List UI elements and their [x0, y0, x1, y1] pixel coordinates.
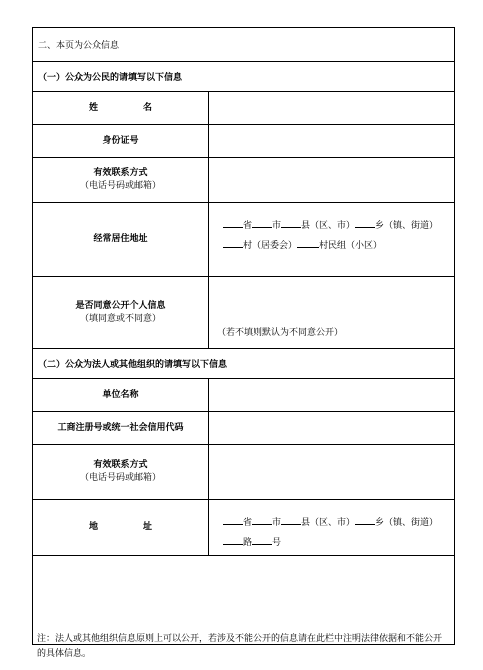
citizen-consent-row	[33, 277, 454, 349]
address-line-2: 村（居委会） 村民组（小区）	[223, 238, 382, 251]
contact-field[interactable]	[209, 158, 454, 202]
contact-label: 有效联系方式	[93, 168, 148, 178]
note-text: 注：法人或其他组织信息原则上可以公开，若涉及不能公开的信息请在此栏中注明法律依据和不能公开的具体信息。	[37, 634, 443, 659]
address-field[interactable]	[209, 203, 454, 276]
citizen-id-row	[33, 125, 454, 158]
address-label: 经常居住地址	[93, 234, 148, 244]
contact-sublabel: （电话号码或邮箱）	[79, 181, 161, 191]
org-contact-row	[33, 445, 454, 500]
reg-label: 工商注册号或统一社会信用代码	[57, 422, 184, 433]
consent-default-text: （若不填则默认为不同意公开）	[217, 328, 344, 338]
name-field[interactable]	[209, 92, 454, 124]
consent-field[interactable]	[209, 277, 454, 348]
org-address-line-2: 路 号	[223, 535, 281, 548]
org-address-field[interactable]	[209, 500, 454, 555]
section-header: 二、本页为公众信息	[38, 41, 120, 51]
org-contact-sublabel: （电话号码或邮箱）	[79, 473, 161, 483]
org-contact-label: 有效联系方式	[93, 460, 148, 470]
unit-field[interactable]	[209, 379, 454, 411]
org-reg-row	[33, 412, 454, 445]
citizen-contact-row	[33, 158, 454, 203]
reg-field[interactable]	[209, 412, 454, 444]
org-title-row	[33, 349, 454, 379]
org-contact-field[interactable]	[209, 445, 454, 499]
org-address-row	[33, 500, 454, 556]
consent-label: 是否同意公开个人信息	[75, 300, 166, 311]
org-address-line-1: 省 市 县（区、市） 乡（镇、街道）	[223, 515, 438, 528]
id-field[interactable]	[209, 125, 454, 157]
name-label: 姓 名	[88, 102, 170, 113]
public-info-form	[32, 27, 455, 659]
citizen-title-row	[33, 62, 454, 92]
org-unit-row	[33, 379, 454, 412]
citizen-address-row	[33, 203, 454, 277]
org-address-label: 地 址	[88, 522, 170, 532]
org-section-title: （二）公众为法人或其他组织的请填写以下信息	[38, 360, 228, 370]
id-label: 身份证号	[102, 135, 139, 146]
citizen-section-title: （一）公众为公民的请填写以下信息	[38, 73, 183, 83]
consent-sublabel: （填同意或不同意）	[79, 313, 161, 324]
citizen-name-row	[33, 92, 454, 125]
section-header-row	[33, 28, 454, 62]
note-row	[33, 556, 454, 659]
address-line-1: 省 市 县（区、市） 乡（镇、街道）	[223, 218, 438, 231]
unit-label: 单位名称	[102, 389, 139, 400]
